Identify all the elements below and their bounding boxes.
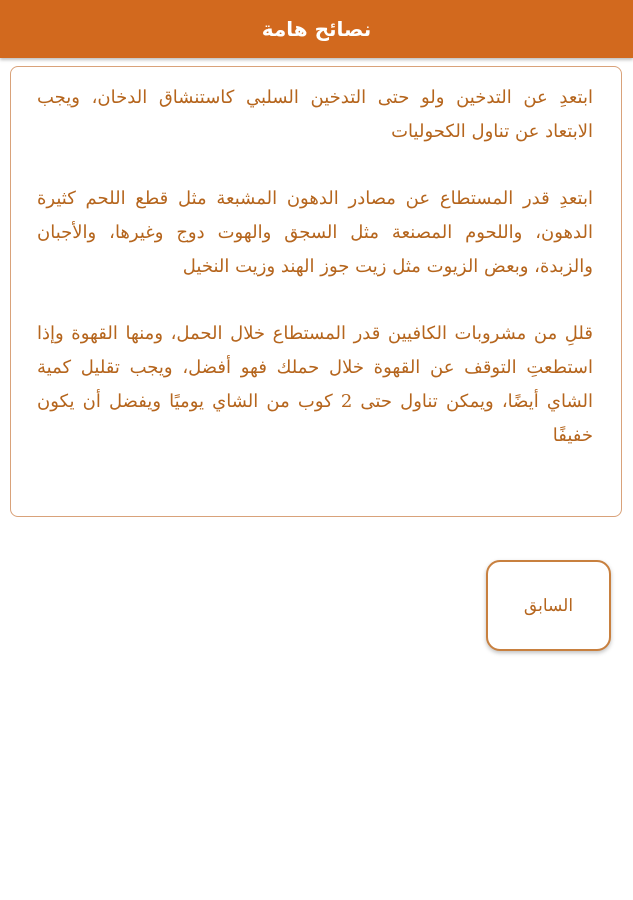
tips-card: [10, 66, 622, 517]
app-header: [0, 0, 633, 58]
tip-paragraph-smoking: ابتعدِ عن التدخين ولو حتى التدخين السلبي كاستنشاق الدخان، ويجب الابتعاد عن تناول الكحوليات: [37, 87, 593, 142]
tip-paragraph-fats: ابتعدِ قدر المستطاع عن مصادر الدهون المشبعة مثل قطع اللحم كثيرة الدهون، واللحوم المصنعة مثل السجق والهوت دوج وغيرها، والأجبان والزبدة، وبعض الزيوت مثل زيت جوز الهند وزيت النخيل: [37, 188, 593, 277]
previous-button-label: السابق: [523, 595, 574, 616]
tip-paragraph-caffeine: قللِ من مشروبات الكافيين قدر المستطاع خلال الحمل، ومنها القهوة وإذا استطعتِ التوقف عن القهوة خلال حملك فهو أفضل، ويجب تقليل كمية الشاي أيضًا، ويمكن تناول حتى 2 كوب من الشاي يوميًا ويفضل أن يكون خفيفًا: [37, 323, 593, 446]
page-title: نصائح هامة: [261, 17, 372, 41]
previous-button[interactable]: [486, 560, 611, 651]
